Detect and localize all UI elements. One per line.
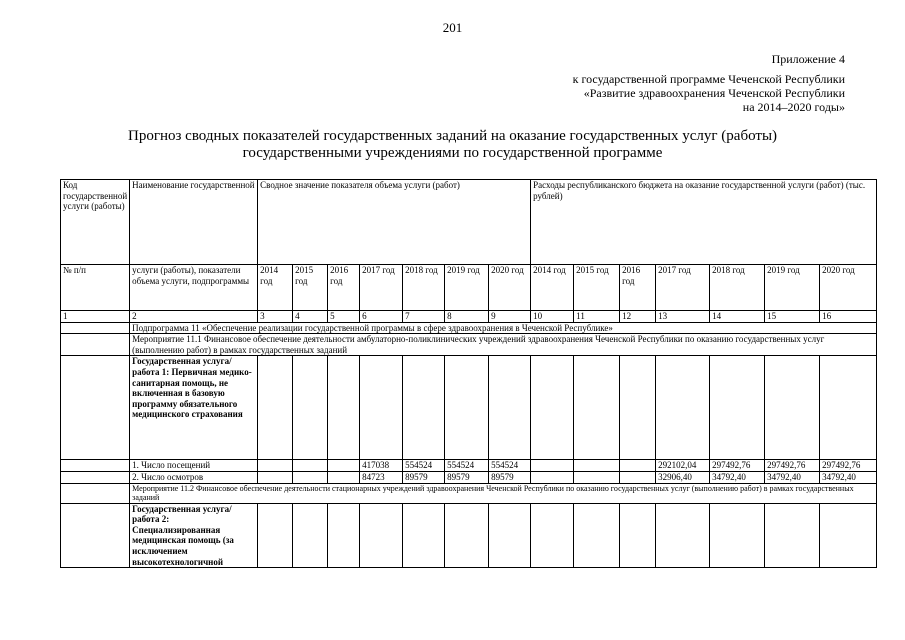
measure-row (61, 334, 877, 356)
column-number: 11 (574, 311, 620, 323)
column-number: 8 (445, 311, 489, 323)
title-line-2: государственными учреждениями по государственной программе (242, 145, 663, 161)
bud-year-cell: 2018 год (710, 265, 765, 311)
header-code: Код государственной услуги (работы) (61, 180, 130, 265)
table-cell (574, 460, 620, 472)
subheader-name: услуги (работы), показатели объема услуги, подпрограммы (130, 265, 258, 311)
table-cell: 554524 (403, 460, 445, 472)
indicators-table (60, 179, 877, 568)
title-line-1: Прогноз сводных показателей государственных заданий на оказание государственных услуг (работы) (127, 128, 778, 144)
table-cell: 34792,40 (820, 471, 877, 483)
column-number: 4 (293, 311, 328, 323)
appendix-header (573, 52, 845, 114)
bud-year-cell: 2017 год (656, 265, 710, 311)
table-cell: 297492,76 (710, 460, 765, 472)
table-cell: 89579 (489, 471, 531, 483)
table-cell: 34792,40 (710, 471, 765, 483)
table-cell (258, 460, 293, 472)
service-row (61, 503, 877, 568)
appendix-label: Приложение 4 (771, 52, 845, 66)
subprogram-title: Подпрограмма 11 «Обеспечение реализации государственной программы в сфере здравоохранения в Чеченской Республике» (130, 322, 877, 334)
vol-year-cell: 2018 год (403, 265, 445, 311)
table-cell (620, 471, 656, 483)
column-number: 7 (403, 311, 445, 323)
column-number: 13 (656, 311, 710, 323)
column-number-row (61, 311, 877, 323)
table-cell (620, 460, 656, 472)
table-cell (531, 460, 574, 472)
vol-year-cell: 2017 год (360, 265, 403, 311)
service-title: Государственная услуга/работа 1: Первичная медико-санитарная помощь, не включенная в базовую программу обязательного медицинского страхования (130, 356, 258, 460)
table-cell (293, 460, 328, 472)
column-number: 9 (489, 311, 531, 323)
table-cell: 89579 (403, 471, 445, 483)
document-title (0, 128, 905, 162)
column-number: 1 (61, 311, 130, 323)
table-cell (574, 471, 620, 483)
table-cell (293, 471, 328, 483)
header-budget: Расходы республиканского бюджета на оказание государственной услуги (работ) (тыс. рублей) (531, 180, 877, 265)
table-cell (531, 471, 574, 483)
bud-year-cell: 2014 год (531, 265, 574, 311)
vol-year-cell: 2014 год (258, 265, 293, 311)
table-cell: 89579 (445, 471, 489, 483)
bud-year-cell: 2015 год (574, 265, 620, 311)
table-cell (328, 471, 360, 483)
column-number: 10 (531, 311, 574, 323)
header-row (61, 180, 877, 265)
table-cell (328, 460, 360, 472)
indicator-row (61, 471, 877, 483)
table-cell: 292102,04 (656, 460, 710, 472)
service-row (61, 356, 877, 460)
table-cell: 554524 (445, 460, 489, 472)
table-cell: 34792,40 (765, 471, 820, 483)
table-cell: 297492,76 (765, 460, 820, 472)
column-number: 6 (360, 311, 403, 323)
column-number: 2 (130, 311, 258, 323)
appendix-line-1: к государственной программе Чеченской Республики (572, 72, 845, 86)
column-number: 5 (328, 311, 360, 323)
measure-title: Мероприятие 11.2 Финансовое обеспечение деятельности стационарных учреждений здравоохранения Чеченской Республики по оказанию государственных услуг (выполнению работ) в рамках государственных заданий (130, 483, 877, 503)
table-cell: 417038 (360, 460, 403, 472)
measure-row (61, 483, 877, 503)
table-cell: 32906,40 (656, 471, 710, 483)
indicator-row (61, 460, 877, 472)
bud-year-cell: 2020 год (820, 265, 877, 311)
appendix-line-3: на 2014–2020 годы» (742, 100, 845, 114)
column-number: 14 (710, 311, 765, 323)
table-cell (258, 471, 293, 483)
appendix-line-2: «Развитие здравоохранения Чеченской Республики (583, 86, 845, 100)
subprogram-row (61, 322, 877, 334)
service-title: Государственная услуга/работа 2: Специализированная медицинская помощь (за исключением высокотехнологичной (130, 503, 258, 568)
table-cell: 554524 (489, 460, 531, 472)
vol-year-cell: 2016 год (328, 265, 360, 311)
vol-year-cell: 2020 год (489, 265, 531, 311)
indicator-name: 2. Число осмотров (130, 471, 258, 483)
header-name: Наименование государственной (130, 180, 258, 265)
bud-year-cell: 2019 год (765, 265, 820, 311)
header-volume: Сводное значение показателя объема услуги (работ) (258, 180, 531, 265)
indicator-name: 1. Число посещений (130, 460, 258, 472)
vol-year-cell: 2019 год (445, 265, 489, 311)
table-cell: 297492,76 (820, 460, 877, 472)
column-number: 12 (620, 311, 656, 323)
column-number: 15 (765, 311, 820, 323)
subheader-num: № п/п (61, 265, 130, 311)
bud-year-cell: 2016 год (620, 265, 656, 311)
subheader-row (61, 265, 877, 311)
table-cell: 84723 (360, 471, 403, 483)
column-number: 16 (820, 311, 877, 323)
column-number: 3 (258, 311, 293, 323)
vol-year-cell: 2015 год (293, 265, 328, 311)
page-number: 201 (442, 20, 463, 35)
measure-title: Мероприятие 11.1 Финансовое обеспечение деятельности амбулаторно-поликлинических учреждений здравоохранения Чеченской Республики по оказанию государственных услуг (выполнению работ) в рамках государственных заданий (130, 334, 877, 356)
